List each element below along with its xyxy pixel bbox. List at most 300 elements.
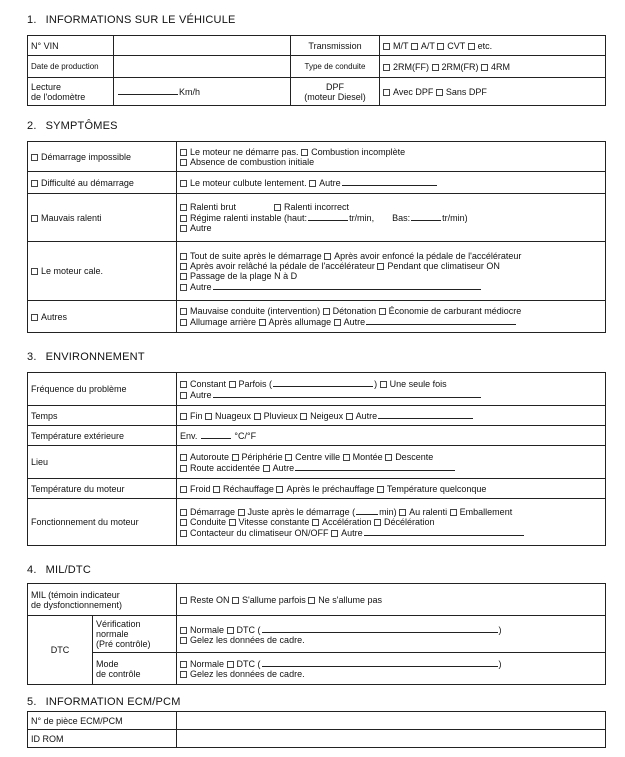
label-text: Difficulté au démarrage [41,177,134,188]
checkbox-option[interactable] [227,625,261,635]
label-text: Autre [272,462,295,473]
no-start-options [177,142,606,172]
normal-check-options [177,616,606,653]
trans-at-option[interactable] [411,41,435,51]
text-line [180,389,602,400]
label-text: Au ralenti [409,507,448,517]
text-line [180,506,602,517]
checkbox-option[interactable] [227,659,261,669]
label-text: etc. [477,40,493,51]
checkbox[interactable] [411,43,418,50]
vin-field[interactable] [114,36,291,56]
checkbox[interactable] [180,263,187,270]
checkbox[interactable] [334,319,341,326]
checkbox[interactable] [227,627,234,634]
checkbox[interactable] [468,43,475,50]
fill-in-blank[interactable] [262,658,498,667]
normal-check-label [93,616,177,653]
label-text: Ralenti brut [190,202,237,212]
checkbox[interactable] [180,253,187,260]
text-line [180,316,602,327]
checkbox-option[interactable] [180,635,305,645]
text-line [180,271,602,281]
text-line [180,624,602,635]
label-text: tr/min) [442,213,468,223]
checkbox[interactable] [343,454,350,461]
vin-label: N° VIN [28,36,114,56]
transmission-label: Transmission [291,36,380,56]
label-text: Pluvieux [263,411,298,421]
label-text: Température quelconque [386,483,487,494]
label-text: Mauvaise conduite (intervention) [190,306,321,316]
label-text: DTC ( [236,659,261,669]
label-text: 4RM [491,61,511,72]
label-text: Après avoir relâché la pédale de l'accélérateur [190,260,375,271]
fill-in-blank[interactable] [213,281,481,290]
text-line: (Pré contrôle) [96,639,151,649]
engine-stall-label[interactable] [28,242,177,301]
label-text: Périphérie [241,451,283,462]
text-line [180,462,602,473]
checkbox-option[interactable] [180,282,212,292]
text-line [180,306,602,316]
checkbox[interactable] [180,661,187,668]
no-start-label[interactable] [28,142,177,172]
label-text: Normale [190,624,225,635]
text-line [180,261,602,271]
checkbox[interactable] [380,381,387,388]
label-text: Reste ON [190,594,230,605]
label-text: Autre [190,390,212,400]
text-line [180,212,602,223]
label-text: Km/h [179,87,201,97]
dpf-with-option[interactable] [383,87,433,97]
checkbox[interactable] [180,465,187,472]
engine-temp-label: Température du moteur [28,479,177,499]
drive-type-label: Type de conduite [291,56,380,78]
checkbox-option[interactable] [180,379,226,389]
checkbox[interactable] [436,89,443,96]
checkbox-option[interactable] [300,411,343,421]
label-text: Le moteur culbute lentement. [190,178,307,188]
text-line: normale [96,629,129,639]
checkbox-option[interactable] [232,452,283,462]
label-text: ) [498,659,502,669]
drive-fr-option[interactable] [432,62,479,72]
fill-in-blank[interactable] [366,316,516,325]
others-label[interactable] [28,301,177,333]
checkbox[interactable] [180,204,187,211]
place-label: Lieu [28,446,177,479]
checkbox-option[interactable] [229,517,310,527]
checkbox-option[interactable] [180,271,297,281]
production-date-label: Date de production [28,56,114,78]
checkbox-option[interactable] [346,411,378,421]
checkbox[interactable] [180,319,187,326]
label-text: SYMPTÔMES [45,120,118,132]
text-line [180,157,602,167]
checkbox[interactable] [374,519,381,526]
checkbox-option[interactable] [374,517,435,527]
text-line [180,669,602,679]
checkbox[interactable] [377,486,384,493]
rough-idle-label[interactable] [28,194,177,242]
checkbox-option[interactable] [229,379,273,389]
checkbox[interactable] [379,308,386,315]
label-text: min) [379,507,397,517]
outside-temp-field [177,426,606,446]
checkbox[interactable] [276,486,283,493]
trans-mt-option[interactable] [383,41,408,51]
checkbox[interactable] [432,64,439,71]
label-text: 3. [27,351,37,363]
checkbox[interactable] [205,413,212,420]
checkbox[interactable] [274,204,281,211]
label-text: Fin [190,411,203,421]
checkbox-option[interactable] [180,390,212,400]
fill-in-blank[interactable] [273,378,373,387]
checkbox[interactable] [377,263,384,270]
checkbox[interactable] [227,661,234,668]
label-text: Autoroute [190,451,230,462]
label-text: Autre [343,317,366,327]
fill-in-blank[interactable] [201,430,231,439]
label-text: Emballement [459,507,513,517]
label-text: Mauvais ralenti [41,212,102,223]
label-text: Montée [352,451,383,462]
label-text: Réchauffage [223,483,274,494]
label-text: ENVIRONNEMENT [45,351,145,363]
label-text: Après avoir enfoncé la pédale de l'accélérateur [334,250,522,261]
label-text: 2RM(FF) [393,61,429,72]
label-text: 4. [27,564,37,576]
checkbox-option[interactable] [180,528,329,538]
checkbox-option[interactable] [276,484,374,494]
fill-in-blank[interactable] [308,212,348,221]
odometer-field[interactable] [114,78,291,106]
rom-id-label: ID ROM [28,730,177,748]
place-options [177,446,606,479]
label-text: Sans DPF [445,86,487,97]
weather-options [177,406,606,426]
checkbox[interactable] [180,159,187,166]
checkbox-option[interactable] [380,379,447,389]
text-line [180,251,602,261]
text-line: Mode [96,658,119,669]
checkbox[interactable] [180,215,187,222]
checkbox[interactable] [180,509,187,516]
checkbox-option[interactable] [274,202,349,212]
checkbox[interactable] [346,413,353,420]
section-5-title [27,696,181,709]
checkbox[interactable] [180,149,187,156]
checkbox-option[interactable] [334,317,366,327]
text-line: de dysfonctionnement) [31,599,123,610]
label-text: M/T [393,40,409,51]
checkbox[interactable] [301,149,308,156]
checkbox-option[interactable] [259,317,332,327]
checkbox-option[interactable] [450,507,513,517]
checkbox-option[interactable] [180,669,305,679]
trans-etc-option[interactable] [468,41,493,51]
text-line: MIL (témoin indicateur [31,589,120,600]
text-line [180,452,602,462]
checkbox[interactable] [31,215,38,222]
checkbox-option[interactable] [324,251,521,261]
label-text: Ralenti incorrect [284,202,350,212]
checkbox[interactable] [180,308,187,315]
label-text: 2. [27,120,37,132]
checkbox[interactable] [323,308,330,315]
label-text: tr/min, [349,213,375,223]
checkbox-option[interactable] [180,517,226,527]
label-text: Le moteur ne démarre pas. [190,146,299,157]
label-text: Env. [180,431,198,441]
checkbox[interactable] [213,486,220,493]
label-text: Absence de combustion initiale [190,156,315,167]
section-4-title [27,564,91,577]
checkbox-option[interactable] [180,484,211,494]
engine-stall-options [177,242,606,301]
checkbox-option[interactable] [343,452,383,462]
fill-in-blank[interactable] [213,389,481,398]
checkbox-option[interactable] [180,452,229,462]
checkbox[interactable] [254,413,261,420]
label-text: Tout de suite après le démarrage [190,250,322,261]
label-text: Contacteur du climatiseur ON/OFF [190,528,329,538]
transmission-options [380,36,606,56]
hard-start-label[interactable] [28,172,177,194]
checkbox[interactable] [238,509,245,516]
frequency-label: Fréquence du problème [28,373,177,406]
production-date-field[interactable] [114,56,291,78]
checkbox[interactable] [180,273,187,280]
label-text: Bas: [392,213,411,223]
checkbox[interactable] [331,530,338,537]
checkbox[interactable] [180,627,187,634]
checkbox[interactable] [180,392,187,399]
checkbox-option[interactable] [180,507,235,517]
checkbox-option[interactable] [377,484,487,494]
label-text: Autres [41,311,68,322]
label-text: Parfois ( [238,379,273,389]
section-2-title [27,120,118,133]
fill-in-blank[interactable] [411,212,441,221]
checkbox-option[interactable] [180,147,299,157]
label-text: Conduite [190,517,227,527]
checkbox-option[interactable] [309,178,341,188]
label-text: Décélération [384,517,435,527]
checkbox[interactable] [259,319,266,326]
text-line [180,223,602,233]
checkbox-option[interactable] [205,411,251,421]
label-text: CVT [447,40,466,51]
dpf-without-option[interactable] [436,87,487,97]
text-line: (moteur Diesel) [304,91,366,102]
checkbox[interactable] [383,64,390,71]
label-text: INFORMATION ECM/PCM [45,696,181,708]
checkbox-option[interactable] [180,157,314,167]
label-text: Pendant que climatiseur ON [387,260,500,271]
checkbox-option[interactable] [399,507,447,517]
checkbox-option[interactable] [180,306,320,316]
checkbox[interactable] [180,225,187,232]
dtc-label: DTC [28,616,93,685]
ecm-part-field[interactable] [177,712,606,730]
label-text: Après allumage [268,317,332,327]
check-mode-label [93,653,177,685]
fill-in-blank[interactable] [364,527,524,536]
text-line: de contrôle [96,668,141,679]
weather-label: Temps [28,406,177,426]
checkbox[interactable] [180,413,187,420]
mil-dtc-table [27,583,606,685]
checkbox[interactable] [383,89,390,96]
text-line [180,527,602,538]
checkbox[interactable] [180,519,187,526]
checkbox-option[interactable] [180,659,224,669]
checkbox[interactable] [229,519,236,526]
checkbox[interactable] [232,454,239,461]
text-line: Vérification [96,619,141,629]
checkbox-option[interactable] [301,147,405,157]
symptoms-table [27,141,606,333]
checkbox[interactable] [31,180,38,187]
checkbox[interactable] [285,454,292,461]
checkbox[interactable] [180,381,187,388]
label-text: Gelez les données de cadre. [190,669,305,679]
label-text: ) [498,624,502,635]
checkbox-option[interactable] [238,507,356,517]
rom-id-field[interactable] [177,730,606,748]
checkbox-option[interactable] [213,484,274,494]
checkbox[interactable] [450,509,457,516]
label-text: MIL/DTC [45,564,91,576]
frequency-options [177,373,606,406]
text-line [180,281,602,292]
label-text: 2RM(FR) [441,61,479,72]
checkbox[interactable] [481,64,488,71]
checkbox[interactable] [308,597,315,604]
checkbox[interactable] [385,454,392,461]
checkbox[interactable] [180,597,187,604]
section-1-title [27,14,236,27]
outside-temp-label: Température extérieure [28,426,177,446]
checkbox-option[interactable] [285,452,340,462]
odometer-blank[interactable] [118,86,178,95]
checkbox[interactable] [31,154,38,161]
label-text: Constant [190,379,227,389]
fill-in-blank[interactable] [295,462,455,471]
section-3-title [27,351,145,364]
mil-options [177,584,606,616]
label-text: Économie de carburant médiocre [388,306,522,316]
checkbox-option[interactable] [232,595,306,605]
checkbox[interactable] [180,486,187,493]
checkbox[interactable] [312,519,319,526]
odometer-label [28,78,114,106]
label-text: Passage de la plage N à D [190,270,298,281]
checkbox[interactable] [309,180,316,187]
checkbox[interactable] [31,314,38,321]
drive-4wd-option[interactable] [481,62,510,72]
fill-in-blank[interactable] [378,410,473,419]
checkbox[interactable] [324,253,331,260]
text-line [180,658,602,669]
text-line [180,517,602,527]
checkbox-option[interactable] [180,317,256,327]
rough-idle-options [177,194,606,242]
checkbox-option[interactable] [180,178,307,188]
label-text: Normale [190,659,225,669]
checkbox-option[interactable] [323,306,377,316]
label-text: ) [374,379,378,389]
checkbox[interactable] [180,454,187,461]
drive-type-options [380,56,606,78]
checkbox[interactable] [232,597,239,604]
checkbox-option[interactable] [180,595,230,605]
checkbox[interactable] [437,43,444,50]
label-text: Centre ville [295,451,341,462]
fill-in-blank[interactable] [356,506,378,515]
fill-in-blank[interactable] [342,177,437,186]
fill-in-blank[interactable] [262,624,498,633]
trans-cvt-option[interactable] [437,41,465,51]
checkbox-option[interactable] [180,251,322,261]
checkbox[interactable] [229,381,236,388]
label-text: Une seule fois [389,379,447,389]
label-text: Autre [190,281,212,292]
check-mode-options [177,653,606,685]
checkbox-option[interactable] [180,625,224,635]
label-text: Détonation [332,306,377,316]
checkbox[interactable] [300,413,307,420]
checkbox[interactable] [263,465,270,472]
checkbox[interactable] [180,671,187,678]
checkbox-option[interactable] [180,261,375,271]
checkbox[interactable] [31,268,38,275]
engine-temp-options [177,479,606,499]
label-text: Autre [355,411,378,421]
vehicle-info-table [27,35,606,106]
checkbox[interactable] [180,180,187,187]
checkbox-option[interactable] [312,517,372,527]
checkbox-option[interactable] [385,452,433,462]
checkbox[interactable] [180,530,187,537]
label-text: 1. [27,14,37,26]
checkbox-option[interactable] [180,411,203,421]
label-text: Démarrage impossible [41,151,132,162]
label-text: Combustion incomplète [311,146,406,157]
checkbox-option[interactable] [308,595,382,605]
checkbox[interactable] [399,509,406,516]
checkbox[interactable] [383,43,390,50]
checkbox-option[interactable] [254,411,298,421]
label-text: Avec DPF [393,86,434,97]
checkbox[interactable] [180,284,187,291]
checkbox-option[interactable] [377,261,500,271]
checkbox-option[interactable] [379,306,522,316]
checkbox-option[interactable] [180,223,212,233]
drive-ff-option[interactable] [383,62,429,72]
text-line: de l'odomètre [31,91,86,102]
checkbox-option[interactable] [180,202,236,212]
label-text: Autre [190,223,212,233]
checkbox-option[interactable] [263,463,295,473]
checkbox-option[interactable] [331,528,363,538]
checkbox[interactable] [180,637,187,644]
checkbox-option[interactable] [180,463,260,473]
